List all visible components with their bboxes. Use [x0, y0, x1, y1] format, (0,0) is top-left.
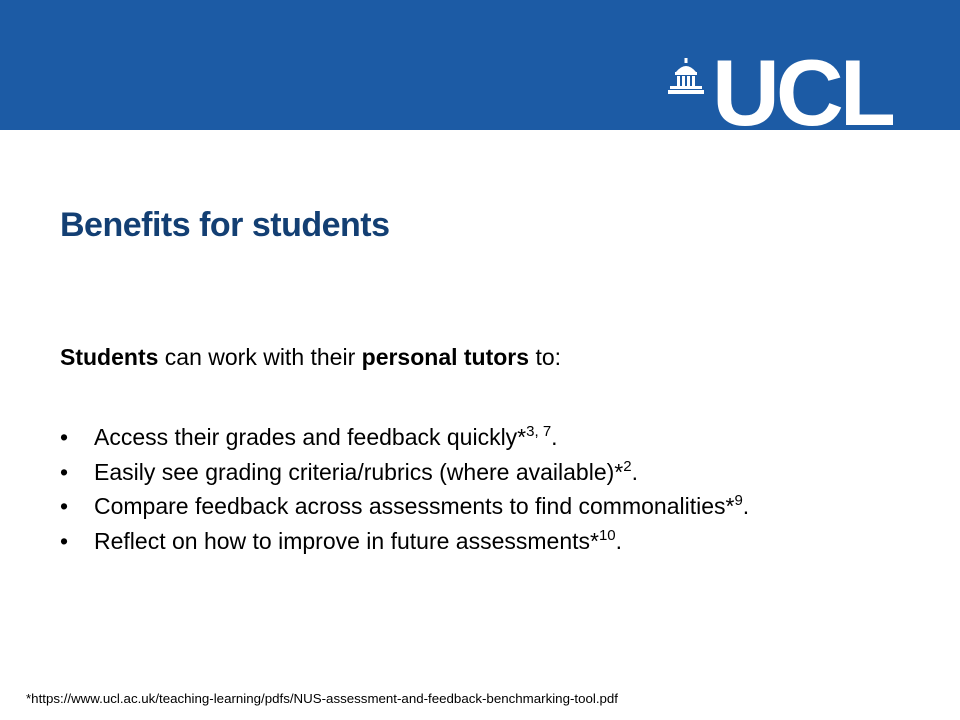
reference-superscript: 2	[623, 457, 632, 475]
benefits-list	[60, 420, 749, 558]
list-item	[60, 489, 749, 524]
bullet-end: .	[615, 527, 623, 554]
footnote-url: *https://www.ucl.ac.uk/teaching-learning/pdfs/NUS-assessment-and-feedback-benchmarking-tool.pdf	[26, 691, 619, 706]
intro-text	[60, 344, 561, 371]
intro-bold-students: Students	[60, 344, 159, 370]
intro-mid: can work with their	[158, 344, 362, 370]
bullet-end: .	[551, 424, 558, 450]
intro-end: to:	[529, 344, 562, 370]
bullet-text: Compare feedback across assessments to find commonalities*	[94, 493, 735, 519]
reference-superscript: 9	[734, 492, 743, 509]
list-item	[60, 524, 749, 559]
list-item	[60, 455, 749, 490]
bullet-icon: •	[60, 458, 69, 485]
bullet-icon: •	[60, 493, 69, 519]
portico-icon	[668, 58, 704, 96]
bullet-text: Easily see grading criteria/rubrics (where available)*	[94, 458, 624, 485]
bullet-icon: •	[60, 527, 69, 554]
reference-superscript: 10	[598, 526, 616, 544]
header-band	[0, 0, 960, 130]
bullet-text: Access their grades and feedback quickly*	[94, 424, 527, 450]
bullet-end: .	[742, 493, 750, 519]
reference-superscript: 3, 7	[526, 423, 552, 440]
intro-bold-tutors: personal tutors	[361, 344, 530, 370]
list-item	[60, 420, 749, 455]
bullet-end: .	[631, 458, 638, 485]
bullet-icon: •	[60, 424, 69, 450]
ucl-logo	[668, 56, 893, 130]
logo-wordmark: UCL	[712, 56, 894, 130]
bullet-text: Reflect on how to improve in future assessments*	[94, 527, 599, 554]
slide-title: Benefits for students	[60, 206, 390, 244]
